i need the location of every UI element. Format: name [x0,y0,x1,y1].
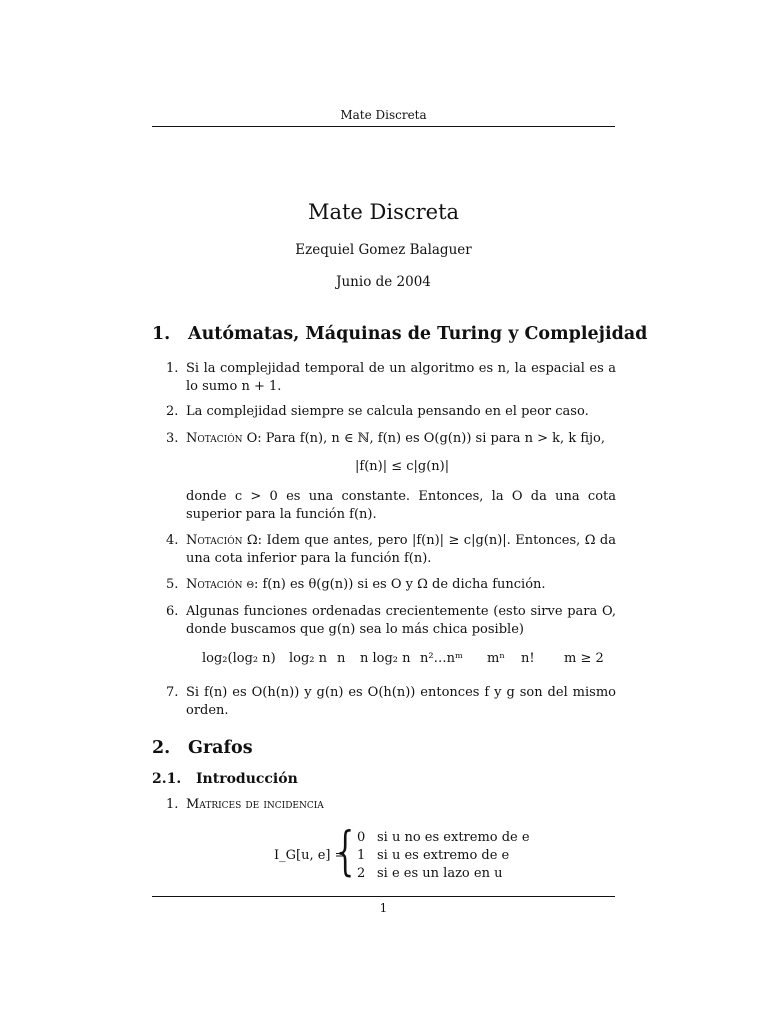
incidence-matrix-lhs: I_G[u, e] = [274,848,346,863]
section-2-heading [152,738,253,758]
item-number: 1. [166,361,179,376]
equation: |f(n)| ≤ c|g(n)| [355,459,450,474]
case-value: 0 [357,830,366,845]
item-text: Si f(n) es O(h(n)) y g(n) es O(h(n)) entonces f y g son del mismo orden. [186,685,616,718]
page-number: 1 [379,901,388,915]
function-term: n [337,651,346,666]
case-value: 1 [357,848,366,863]
function-term: log₂ n [289,651,328,666]
function-growth-row [0,651,768,671]
item-number: 4. [166,533,179,548]
document-date: Junio de 2004 [336,274,431,290]
function-term: n²…nᵐ [420,651,463,666]
item-label: Notación Ω: [186,533,263,548]
footer-rule [152,896,615,897]
item-label: Notación O: [186,431,262,446]
running-header: Mate Discreta [340,108,427,122]
function-condition: m ≥ 2 [564,651,604,666]
case-row [357,866,502,881]
section-title: Grafos [188,738,253,758]
case-condition: si u es extremo de e [377,848,510,863]
list-item [166,576,616,594]
function-term: log₂(log₂ n) [202,651,276,666]
section-title: Autómatas, Máquinas de Turing y Complejidad [188,324,648,344]
left-brace: { [336,822,355,882]
list-item [166,430,616,448]
list-item [166,360,616,396]
subsection-title: Introducción [196,771,298,787]
item-label: Notación θ: [186,577,259,592]
document-author: Ezequiel Gomez Balaguer [295,242,472,258]
list-item-continuation [166,488,616,524]
section-number: 2. [152,738,171,758]
item-text: f(n) es θ(g(n)) si es O y Ω de dicha función. [262,577,546,592]
case-condition: si e es un lazo en u [377,866,503,881]
list-item [166,532,616,568]
case-row [357,830,530,845]
document-title: Mate Discreta [307,200,460,224]
item-text: Algunas funciones ordenadas crecientemente (esto sirve para O, donde buscamos que g(n) sea lo más chica posible) [186,604,616,637]
function-term: n! [521,651,535,666]
function-term: mⁿ [487,651,505,666]
item-number: 7. [166,685,179,700]
item-text: Para f(n), n ∈ ℕ, f(n) es O(g(n)) si para n > k, k fijo, [265,431,605,446]
list-item [166,403,616,421]
section-1-heading [152,324,647,344]
function-term: n log₂ n [360,651,411,666]
item-text: Idem que antes, pero |f(n)| ≥ c|g(n)|. Entonces, Ω da una cota inferior para la función f(n). [186,533,616,566]
item-number: 1. [166,797,179,812]
subsection-heading [152,771,298,787]
item-label: Matrices de incidencia [186,797,324,812]
section-number: 1. [152,324,171,344]
subsection-number: 2.1. [152,771,182,787]
list-item [166,796,616,814]
case-condition: si u no es extremo de e [377,830,530,845]
case-row [357,848,509,863]
item-number: 3. [166,431,179,446]
case-value: 2 [357,866,366,881]
item-number: 5. [166,577,179,592]
header-rule [152,126,615,127]
item-number: 6. [166,604,179,619]
item-text: donde c > 0 es una constante. Entonces, la O da una cota superior para la función f(n). [186,489,616,522]
item-text: Si la complejidad temporal de un algoritmo es n, la espacial es a lo sumo n + 1. [186,361,616,394]
list-item [166,684,616,720]
item-text: La complejidad siempre se calcula pensando en el peor caso. [186,404,589,419]
list-item [166,603,616,639]
item-number: 2. [166,404,179,419]
